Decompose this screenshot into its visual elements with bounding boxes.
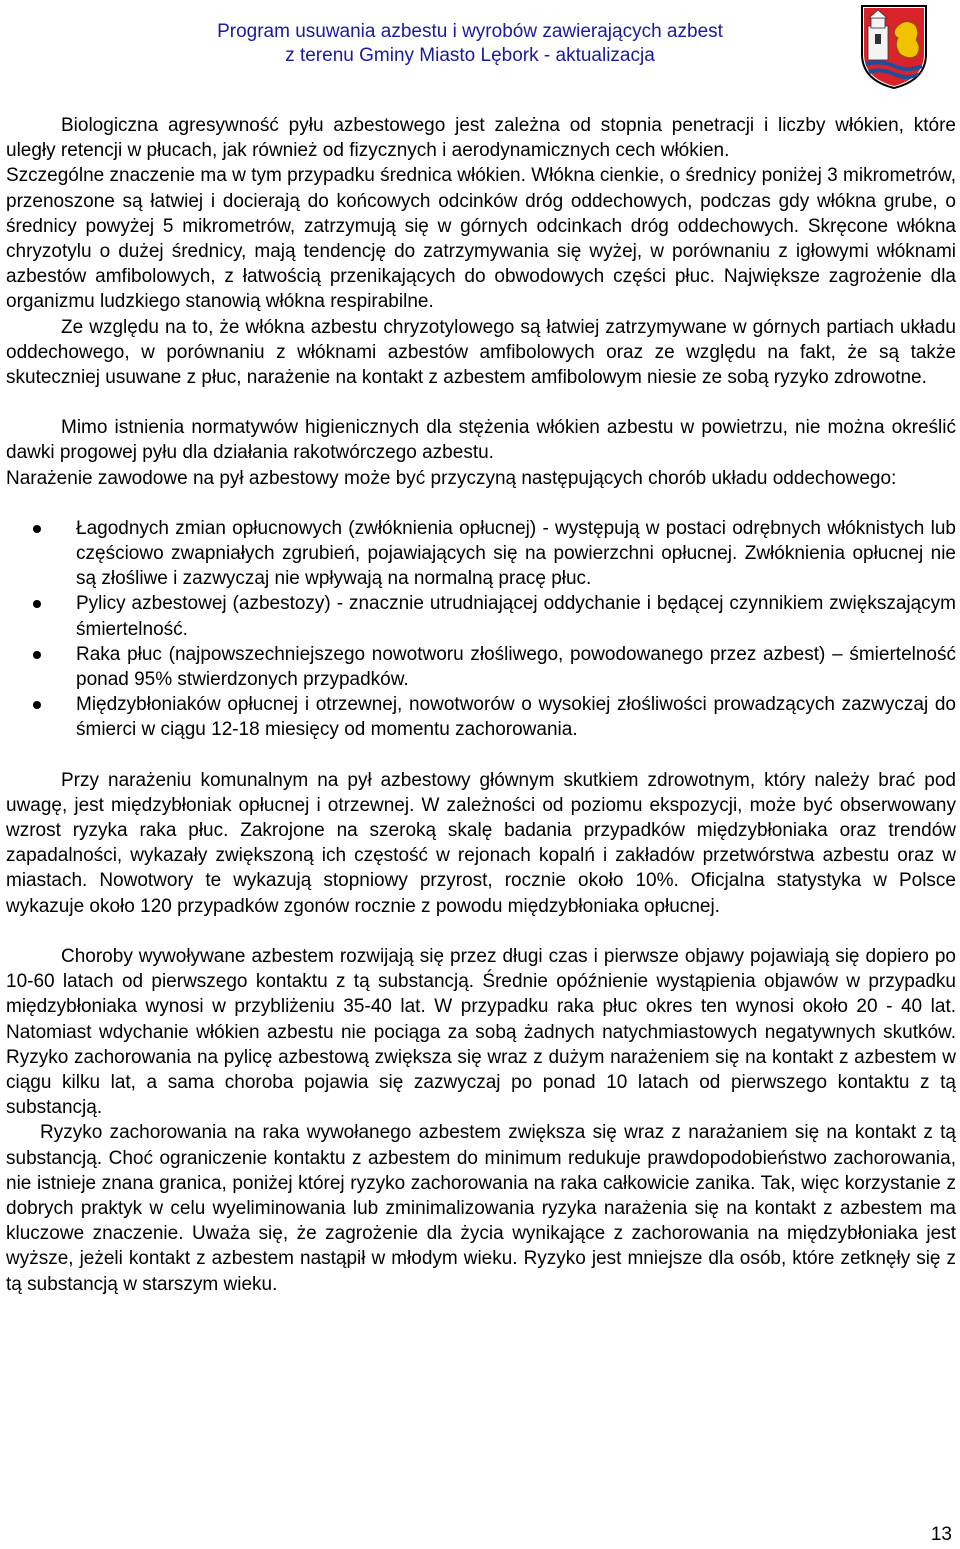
spacer bbox=[6, 390, 956, 415]
header-title bbox=[150, 20, 790, 68]
paragraph-4: Mimo istnienia normatywów higienicznych dla stężenia włókien azbestu w powietrzu, nie można określić dawki progowej pyłu dla działania rakotwórczego azbestu. bbox=[6, 417, 956, 464]
paragraph-8: Ryzyko zachorowania na raka wywołanego azbestem zwiększa się wraz z narażaniem się na kontakt z tą substancją. Choć ograniczenie kontaktu z azbestem do minimum redukuje prawdopodobieństwo zachorowania, nie istnieje znana granica, poniżej której ryzyko zachorowania na raka całkowicie zanika. Tak, więc korzystanie z dobrych praktyk w celu wyeliminowania lub zminimalizowania ryzyka narażenia się na kontakt z azbestem ma kluczowe znaczenie. Uważa się, że zagrożenie dla życia wynikające z zachorowania na międzybłoniaka jest wyższe, jeżeli kontakt z azbestem nastąpił w młodym wieku. Ryzyko jest mniejsze dla osób, które zetknęły się z tą substancją w starszym wieku. bbox=[6, 1122, 956, 1295]
list-item: Międzybłoniaków opłucnej i otrzewnej, nowotworów o wysokiej złośliwości prowadzących zazwyczaj do śmierci w ciągu 12-18 miesięcy od momentu zachorowania. bbox=[6, 692, 956, 742]
disease-list bbox=[6, 516, 956, 743]
list-item: Pylicy azbestowej (azbestozy) - znacznie utrudniającej oddychanie i będącej czynnikiem zwiększającym śmiertelność. bbox=[6, 591, 956, 641]
list-item: Raka płuc (najpowszechniejszego nowotworu złośliwego, powodowanego przez azbest) – śmiertelność ponad 95% stwierdzonych przypadków. bbox=[6, 642, 956, 692]
page-header bbox=[0, 0, 960, 90]
paragraph-1: Biologiczna agresywność pyłu azbestowego jest zależna od stopnia penetracji i liczby włókien, które uległy retencji w płucach, jak również od fizycznych i aerodynamicznych cech włókien. bbox=[6, 115, 956, 162]
coat-of-arms-icon bbox=[860, 4, 928, 90]
document-body bbox=[6, 113, 956, 1297]
paragraph-3: Ze względu na to, że włókna azbestu chryzotylowego są łatwiej zatrzymywane w górnych partiach układu oddechowego, w porównaniu z włóknami azbestów amfibolowych oraz ze względu na fakt, że są także skuteczniej usuwane z płuc, narażenie na kontakt z azbestem amfibolowym niesie ze sobą ryzyko zdrowotne. bbox=[6, 316, 956, 389]
spacer bbox=[6, 743, 956, 768]
paragraph-6: Przy narażeniu komunalnym na pył azbestowy głównym skutkiem zdrowotnym, który należy brać pod uwagę, jest międzybłoniak opłucnej i otrzewnej. W zależności od poziomu ekspozycji, może być obserwowany wzrost ryzyka raka płuc. Zakrojone na szeroką skalę badania przypadków międzybłoniaka oraz trendów zapadalności, wykazały zwiększoną ich częstość w rejonach kopalń i zakładów przetwórstwa azbestu oraz w miastach. Nowotwory te wykazują stopniowy przyrost, rocznie około 10%. Oficjalna statystyka w Polsce wykazuje około 120 przypadków zgonów rocznie z powodu międzybłoniaka opłucnej. bbox=[6, 769, 956, 917]
paragraph-5: Narażenie zawodowe na pył azbestowy może być przyczyną następujących chorób układu oddechowego: bbox=[6, 467, 897, 489]
header-line-2: z terenu Gminy Miasto Lębork - aktualizacja bbox=[285, 45, 655, 66]
spacer bbox=[6, 919, 956, 944]
header-line-1: Program usuwania azbestu i wyrobów zawierających azbest bbox=[217, 21, 723, 42]
paragraph-2: Szczególne znaczenie ma w tym przypadku średnica włókien. Włókna cienkie, o średnicy poniżej 3 mikrometrów, przenoszone są łatwiej i docierają do końcowych odcinków dróg oddechowych, podczas gdy włókna grube, o średnicy powyżej 5 mikrometrów, zatrzymują się w górnych odcinkach dróg oddechowych. Skręcone włókna chryzotylu o dużej średnicy, mają tendencję do zatrzymywania się wyżej, w porównaniu z igłowymi włóknami azbestów amfibolowych, z łatwością przenikających do obwodowych części płuc. Największe zagrożenie dla organizmu ludzkiego stanowią włókna respirabilne. bbox=[6, 165, 956, 313]
list-item: Łagodnych zmian opłucnowych (zwłóknienia opłucnej) - występują w postaci odrębnych włóknistych lub częściowo zwapniałych zgrubień, pojawiających się na powierzchni opłucnej. Zwłóknienia opłucnej nie są złośliwe i zazwyczaj nie wpływają na normalną pracę płuc. bbox=[6, 516, 956, 592]
paragraph-7: Choroby wywoływane azbestem rozwijają się przez długi czas i pierwsze objawy pojawiają się dopiero po 10-60 latach od pierwszego kontaktu z tą substancją. Średnie opóźnienie wystąpienia objawów w przypadku międzybłoniaka wynosi w przybliżeniu 35-40 lat. W przypadku raka płuc okres ten wynosi około 20 - 40 lat. Natomiast wdychanie włókien azbestu nie pociąga za sobą żadnych natychmiastowych negatywnych skutków. Ryzyko zachorowania na pylicę azbestową zwiększa się wraz z dużym narażeniem się na kontakt z azbestem w ciągu kilku lat, a sama choroba pojawia się zazwyczaj po ponad 10 latach od pierwszego kontaktu z tą substancją. bbox=[6, 945, 956, 1119]
spacer bbox=[6, 491, 956, 516]
page-number: 13 bbox=[930, 1524, 952, 1545]
